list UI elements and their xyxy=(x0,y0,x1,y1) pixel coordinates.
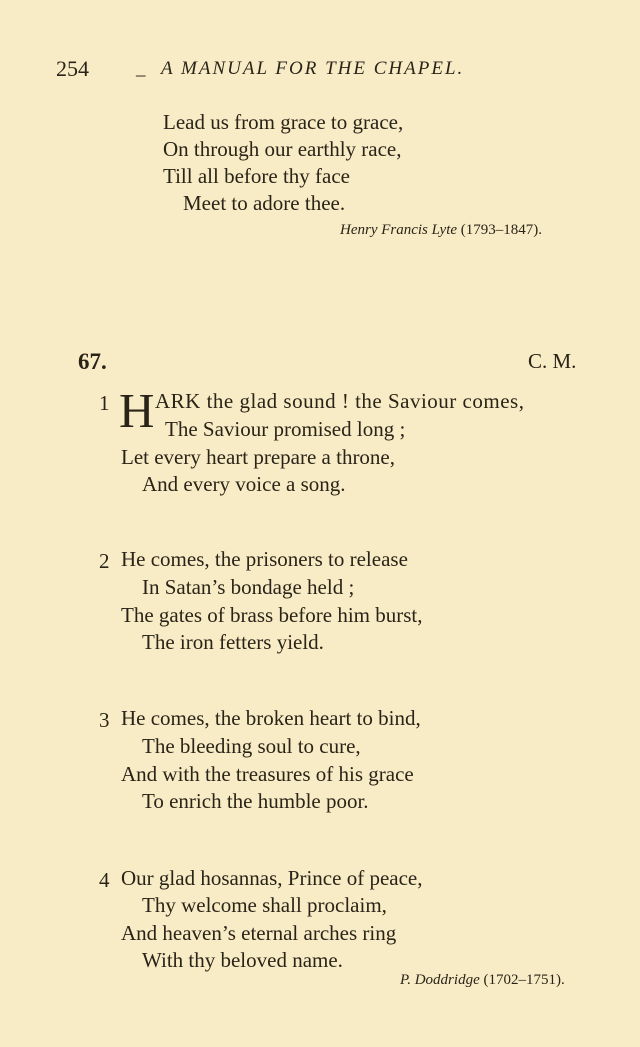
hymn-number: 67. xyxy=(78,349,107,374)
header-dash: _ xyxy=(136,58,146,79)
hymn-attribution xyxy=(400,972,565,989)
stanza-line: Lead us from grace to grace, xyxy=(163,110,404,134)
verse-number: 4 xyxy=(99,868,110,892)
running-title: A MANUAL FOR THE CHAPEL. xyxy=(161,58,465,79)
page-header xyxy=(56,56,576,84)
page-number: 254 xyxy=(56,56,89,81)
verse-line: He comes, the prisoners to release xyxy=(121,547,408,571)
verse-number: 1 xyxy=(99,391,110,415)
verse-line: The bleeding soul to cure, xyxy=(142,734,361,758)
verse-line: And with the treasures of his grace xyxy=(121,762,414,786)
verse-line: With thy beloved name. xyxy=(142,948,343,972)
previous-hymn-attribution xyxy=(340,222,542,239)
stanza-line: On through our earthly race, xyxy=(163,137,402,161)
stanza-line: Till all before thy face xyxy=(163,164,351,188)
drop-cap: H xyxy=(119,383,155,438)
author-dates: (1793–1847). xyxy=(460,222,543,238)
verse-line: And heaven’s eternal arches ring xyxy=(121,921,397,945)
author-name: P. Doddridge xyxy=(400,972,480,988)
verse-line: In Satan’s bondage held ; xyxy=(142,575,355,599)
verse-line: Thy welcome shall proclaim, xyxy=(142,893,387,917)
author-name: Henry Francis Lyte xyxy=(340,222,458,238)
verse-line: The iron fetters yield. xyxy=(142,630,324,654)
stanza-line: Meet to adore thee. xyxy=(183,191,346,215)
verse-line: Let every heart prepare a throne, xyxy=(121,445,396,469)
verse-first-line: ARK the glad sound ! the Saviour comes, xyxy=(155,389,525,413)
verse-number: 3 xyxy=(99,708,110,732)
verse-line: Our glad hosannas, Prince of peace, xyxy=(121,866,423,890)
verse-number: 2 xyxy=(99,549,110,573)
verse-line: And every voice a song. xyxy=(142,472,346,496)
verse-line: The Saviour promised long ; xyxy=(165,417,406,441)
verse-line: The gates of brass before him burst, xyxy=(121,603,423,627)
verse-line: To enrich the humble poor. xyxy=(142,789,369,813)
hymn-meter: C. M. xyxy=(528,349,577,373)
author-dates: (1702–1751). xyxy=(483,972,565,988)
verse-line: He comes, the broken heart to bind, xyxy=(121,706,421,730)
